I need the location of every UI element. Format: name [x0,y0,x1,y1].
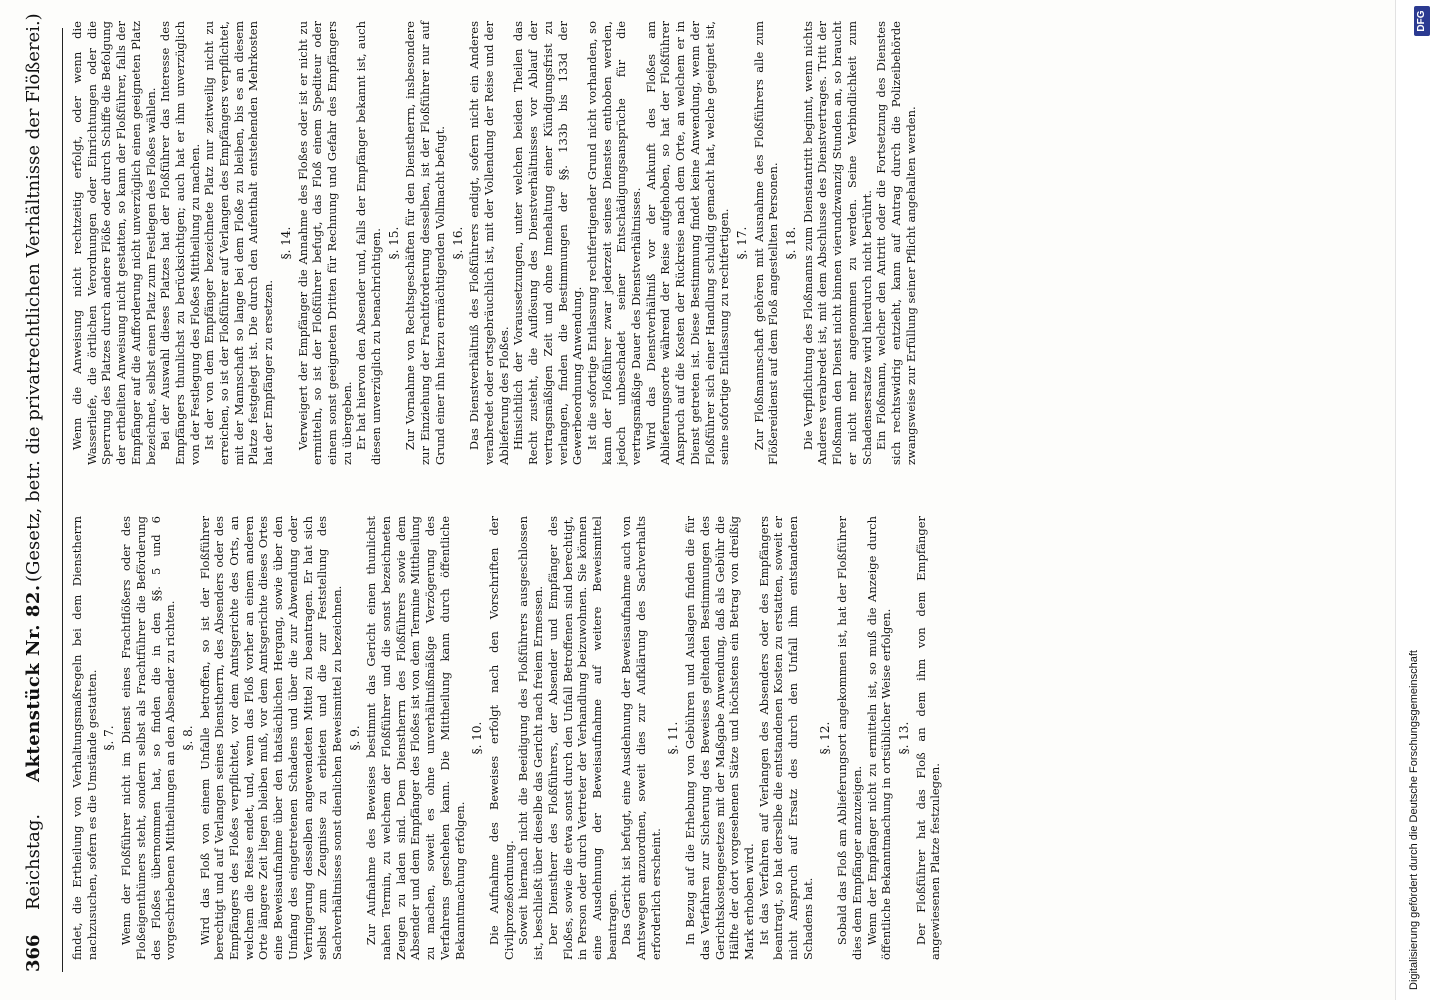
paragraph: Bei der Auswahl dieses Platzes hat der Floßführer das Interesse des Empfängers thunlichst zu berücksichtigen; auch hat er ihm unverzüglich von der Festlegung des Floßes Mittheilung zu machen. [158,21,202,465]
paragraph: In Bezug auf die Erhebung von Gebühren und Auslagen finden die für das Verfahren zur Sicherung des Beweises geltenden Bestimmungen des Gerichtskostengesetzes mit der Maßgabe Anwendung, daß als Gebühr die Hälfte der dort vorgesehenen Sätze und höchstens ein Betrag von dreißig Mark erhoben wird. [683,516,756,960]
page-header [4,13,66,972]
document-number: Aktenstück Nr. 82. [23,584,44,782]
law-subject: (Gesetz, betr. die privatrechtlichen Verhältnisse der Flößerei.) [23,13,44,582]
section-heading: §. 10. [470,721,485,755]
paragraph: Soweit hiernach nicht die Beeidigung des Floßführers ausgeschlossen ist, beschließt über dieselbe das Gericht nach freiem Ermessen. [516,516,546,960]
paragraph: Wenn die Anweisung nicht rechtzeitig erfolgt, oder wenn die Wasserliefe, die örtlichen Verordnungen oder Einrichtungen oder die Sperrung des Platzes durch andere Flöße oder durch Schiffe die Befolgung der ertheilten Anweisung nicht gestatten, so kann der Floßführer, falls der Empfänger auf die Aufforderung nicht unverzüglich einen geeigneten Platz bezeichnet, selbst einen Platz zum Festlegen des Floßes wählen. [70,21,158,465]
page-number: 366 [23,934,44,972]
section-heading: §. 13. [896,721,911,755]
paragraph: Ist der von dem Empfänger bezeichnete Platz nur zeitweilig nicht zu erreichen, so ist der Floßführer auf Verlangen des Empfängers verpflichtet, mit der Mannschaft so lange bei dem Floße zu bleiben, bis es an diesem Platze festgelegt ist. Die durch den Aufenthalt entstehenden Mehrkosten hat der Empfänger zu ersetzen. [202,21,276,465]
paragraph: Zur Floßmannschaft gehören mit Ausnahme des Floßführers alle zum Flößereidienst auf dem Floß angestellten Personen. [751,21,781,465]
section-heading: §. 8. [180,725,195,751]
paragraph: Verweigert der Empfänger die Annahme des Floßes oder ist er nicht zu ermitteln, so ist der Floßführer befugt, das Floß einem Spediteur oder einem sonst geeigneten Dritten für Rechnung und Gefahr des Empfängers zu übergeben. [295,21,354,465]
running-title: Reichstag. [23,813,44,910]
paragraph: Wird das Floß von einem Unfalle betroffen, so ist der Floßführer berechtigt und auf Verlangen seines Dienstherrn, des Absenders oder des Empfängers des Floßes verpflichtet, vor dem Amtsgerichte des Orts, an welchem die Reise endet, und, wenn das Floß vorher an einem anderen Orte längere Zeit liegen bleiben muß, vor dem Amtsgerichte dieses Ortes eine Beweisaufnahme über den thatsächlichen Hergang, sowie über den Umfang des eingetretenen Schadens und über die zur Abwendung oder Verringerung desselben angewendeten Mittel zu beantragen. Er hat sich selbst zum Zeugnisse zu erbieten und die zur Feststellung des Sachverhältnisses sonst dienlichen Beweismittel zu bezeichnen. [197,516,344,960]
paragraph: Wird das Dienstverhältniß vor der Ankunft des Floßes am Ablieferungsorte während der Reise aufgehoben, so hat der Floßführer Anspruch auf die Kosten der Rückreise nach dem Orte, an welchem er in Dienst getreten ist. Diese Bestimmung findet keine Anwendung, wenn der Floßführer sich einer Handlung schuldig gemacht hat, welche geeignet ist, seine sofortige Entlassung zu rechtfertigen. [643,21,732,465]
dfg-funding-notice: Digitalisierung gefördert durch die Deutsche Forschungsgemeinschaft [1408,650,1420,990]
section-heading: §. 9. [347,725,362,751]
paragraph: Die Aufnahme des Beweises erfolgt nach den Vorschriften der Civilprozeßordnung. [486,516,516,960]
text-column-left [70,516,943,960]
paragraph: Der Floßführer hat das Floß an dem ihm von dem Empfänger angewiesenen Platze festzulegen. [913,516,943,960]
paragraph: Hinsichtlich der Voraussetzungen, unter welchen beiden Theilen das Recht zusteht, die Auflösung des Dienstverhältnisses vor Ablauf der vertragsmäßigen Zeit und ohne Innehaltung einer Kündigungsfrist zu verlangen, finden die Bestimmungen der §§. 133b bis 133d der Gewerbeordnung Anwendung. [511,21,585,465]
paragraph: Der Dienstherr des Floßführers, der Absender und Empfänger des Floßes, sowie die etwa sonst durch den Unfall Betroffenen sind berechtigt, in Person oder durch Vertreter der Verhandlung beizuwohnen. Sie können eine Ausdehnung der Beweisaufnahme auf weitere Beweismittel beantragen. [545,516,619,960]
paragraph: Wenn der Floßführer nicht im Dienst eines Frachtflößers oder des Floßeigenthümers steht, sondern selbst als Frachtführer die Beförderung des Floßes übernommen hat, so finden die in den §§. 5 und 6 vorgeschriebenen Mittheilungen an den Absender zu richten. [119,516,178,960]
section-heading: §. 11. [666,721,681,755]
section-heading: §. 15. [386,226,401,260]
paragraph: findet, die Ertheilung von Verhaltungsmaßregeln bei dem Dienstherrn nachzusuchen, sofern es die Umstände gestatten. [70,516,99,960]
paragraph: Das Gericht ist befugt, eine Ausdehnung der Beweisaufnahme auch von Amtswegen anzuordnen, soweit dies zur Aufklärung des Sachverhalts erforderlich erscheint. [619,516,663,960]
paragraph: Ist die sofortige Entlassung rechtfertigender Grund nicht vorhanden, so kann der Floßführer zwar jederzeit seines Dienstes enthoben werden, jedoch unbeschadet seiner Entschädigungsansprüche für die vertragsmäßige Dauer des Dienstverhältnisses. [584,21,644,465]
paragraph: Zur Aufnahme des Beweises bestimmt das Gericht einen thunlichst nahen Termin, zu welchem der Floßführer und die sonst bezeichneten Zeugen zu laden sind. Dem Dienstherrn des Floßführers sowie dem Absender und dem Empfänger des Floßes ist von dem Termine Mittheilung zu machen, soweit es ohne unverhältnißmäßige Verzögerung des Verfahrens geschehen kann. Die Mittheilung kann durch öffentliche Bekanntmachung erfolgen. [364,516,467,960]
paragraph: Die Verpflichtung des Floßmanns zum Dienstantritt beginnt, wenn nichts Anderes verabredet ist, mit dem Abschlusse des Dienstvertrages. Tritt der Floßmann den Dienst nicht binnen vierundzwanzig Stunden an, so braucht er nicht mehr angenommen zu werden. Seine Verbindlichkeit zum Schadensersatze wird hierdurch nicht berührt. [800,21,874,465]
digitization-sidebar [1395,0,1432,1000]
paragraph: Ist das Verfahren auf Verlangen des Absenders oder des Empfängers beantragt, so hat derselbe die entstandenen Kosten zu erstatten, soweit er nicht Anspruch auf Ersatz des durch den Unfall ihm entstandenen Schadens hat. [756,516,815,960]
text-column-right [70,21,1115,465]
paragraph: Das Dienstverhältniß des Floßführers endigt, sofern nicht ein Anderes verabredet oder ortsgebräuchlich ist, mit der Vollendung der Reise und der Ablieferung des Floßes. [467,21,511,465]
section-heading: §. 7. [102,725,117,751]
dfg-logo-text: DFG [1416,10,1427,32]
section-heading: §. 16. [450,226,465,260]
paragraph: Ein Floßmann, welcher den Antritt oder die Fortsetzung des Dienstes sich rechtswidrig entzieht, kann auf Antrag durch die Polizeibehörde zwangsweise zur Erfüllung seiner Pflicht angehalten werden. [874,21,918,465]
section-heading: §. 14. [278,226,293,260]
section-heading: §. 18. [784,226,799,260]
paragraph: Sobald das Floß am Ablieferungsort angekommen ist, hat der Floßführer dies dem Empfänger anzuzeigen. [835,516,864,960]
section-heading: §. 17. [734,226,749,260]
paragraph: Zur Vornahme von Rechtsgeschäften für den Dienstherrn, insbesondere zur Einziehung der Frachtforderung desselben, ist der Floßführer nur auf Grund einer ihn hierzu ermächtigenden Vollmacht befugt. [403,21,447,465]
paragraph: Er hat hiervon den Absender und, falls der Empfänger bekannt ist, auch diesen unverzüglich zu benachrichtigen. [354,21,384,465]
section-heading: §. 12. [818,721,833,755]
dfg-logo [1414,6,1430,36]
paragraph: Wenn der Empfänger nicht zu ermitteln ist, so muß die Anzeige durch öffentliche Bekanntmachung in ortsüblicher Weise erfolgen. [864,516,894,960]
header-rule [62,28,63,972]
